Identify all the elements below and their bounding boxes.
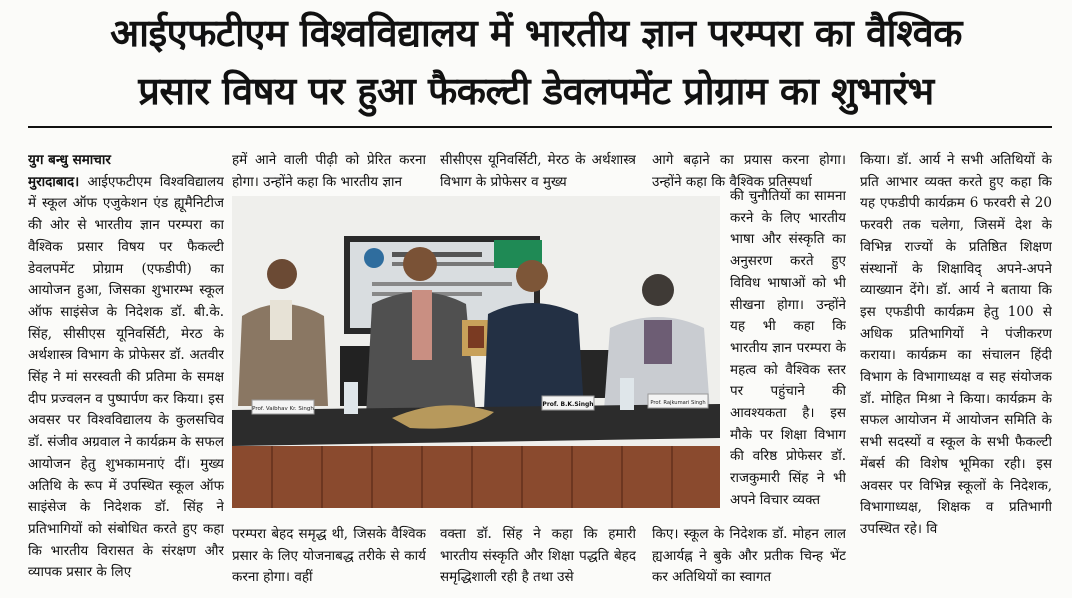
article-column-1	[28, 150, 224, 598]
water-bottle	[620, 378, 634, 410]
table-front	[232, 446, 720, 508]
article-column-3-bottom: वक्ता डॉ. सिंह ने कहा कि हमारी भारतीय संस्कृति और शिक्षा पद्धति बेहद समृद्धिशाली रही है तथा उसे	[440, 526, 636, 586]
headline-line-1: आईएफटीएम विश्वविद्यालय में भारतीय ज्ञान परम्परा का वैश्विक	[110, 11, 962, 55]
water-bottle	[344, 382, 358, 414]
name-card-3	[648, 394, 708, 408]
byline-dateline: मुरादाबाद।	[28, 173, 80, 190]
column-1-text: आईएफटीएम विश्वविद्यालय में स्कूल ऑफ एजुकेशन एंड ह्यूमैनिटीज की ओर से भारतीय ज्ञान परम्परा का वैश्विक प्रसार विषय पर फैकल्टी डेवलपमेंट प्रोग्राम (एफडीपी) का आयोजन हुआ, जिसका शुभारम्भ स्कूल ऑफ साइंसेज के निदेशक डॉ. बी.के. सिंह, सीसीएस यूनिवर्सिटी, मेरठ के अर्थशास्त्र विभाग के प्रोफेसर डॉ. अतवीर सिंह ने मां सरस्वती की प्रतिमा के समक्ष दीप प्रज्वलन व पुष्पार्पण कर किया। इस अवसर पर विश्वविद्यालय के कुलसचिव डॉ. संजीव अग्रवाल ने कार्यक्रम के सफल आयोजन हेतु शुभकामनाएं दीं। मुख्य अतिथि के रूप में उपस्थित स्कूल ऑफ साइंसेज के निदेशक डॉ. सिंह ने प्रतिभागियों को संबोधित करते हुए कहा कि भारतीय विरासत के संरक्षण और व्यापक प्रसार के लिए	[28, 173, 224, 581]
event-photo	[232, 196, 720, 508]
headline	[0, 4, 1072, 120]
university-logo-icon	[364, 248, 384, 268]
name-card-2	[542, 396, 594, 410]
article-column-2-top: हमें आने वाली पीढ़ी को प्रेरित करना होगा। उन्होंने कहा कि भारतीय ज्ञान	[232, 152, 426, 190]
article-column-3-top: सीसीएस यूनिवर्सिटी, मेरठ के अर्थशास्त्र विभाग के प्रोफेसर व मुख्य	[440, 152, 636, 190]
byline-agency: युग बन्धु समाचार	[28, 152, 111, 168]
article-column-4-top: आगे बढ़ाने का प्रयास करना होगा। उन्होंने कहा कि वैश्विक प्रतिस्पर्धा	[652, 152, 846, 190]
headline-divider	[28, 126, 1052, 128]
svg-text:Prof. Rajkumari Singh: Prof. Rajkumari Singh	[650, 400, 706, 406]
article-column-2-bottom: परम्परा बेहद समृद्ध थी, जिसके वैश्विक प्रसार के लिए योजनाबद्ध तरीके से कार्य करना होगा। वहीं	[232, 526, 426, 586]
article-column-4-middle: की चुनौतियों का सामना करने के लिए भारतीय भाषा और संस्कृति का अनुसरण करते हुए विविध भाषाओं को भी सीखना होगा। उन्होंने यह भी कहा कि भारतीय ज्ञान परम्परा के महत्व को वैश्विक स्तर पर पहुंचाने की आवश्यकता है। इस मौके पर शिक्षा विभाग की वरिष्ठ प्रोफेसर डॉ. राजकुमारी सिंह ने भी अपने विचार व्यक्त	[730, 188, 846, 508]
name-card-1	[252, 400, 314, 414]
article-column-5: किया। डॉ. आर्य ने सभी अतिथियों के प्रति आभार व्यक्त करते हुए कहा कि यह एफडीपी कार्यक्रम 6 फरवरी से 20 फरवरी तक चलेगा, जिसमें देश के विभिन्न राज्यों के प्रतिष्ठित शिक्षण संस्थानों के शिक्षाविद् अपने-अपने व्याख्यान देंगे। डॉ. आर्य ने बताया कि इस एफडीपी कार्यक्रम हेतु 100 से अधिक प्रतिभागियों ने पंजीकरण कराया। कार्यक्रम का संचालन हिंदी विभाग के विभागाध्यक्ष व सह संयोजक डॉ. मोहित मिश्रा ने किया। कार्यक्रम के सफल आयोजन में आयोजन समिति के सभी सदस्यों व स्कूल के सभी फैकल्टी मेंबर्स की विशेष भूमिका रही। इस अवसर पर विभिन्न स्कूलों के निदेशक, विभागाध्यक्ष, शिक्षक व प्रतिभागी उपस्थित रहे। वि	[860, 152, 1052, 537]
headline-line-2: प्रसार विषय पर हुआ फैकल्टी डेवलपमेंट प्रोग्राम का शुभारंभ	[138, 69, 934, 113]
svg-text:Prof. B.K.Singh: Prof. B.K.Singh	[542, 401, 594, 408]
svg-text:Prof. Vaibhav Kr. Singh: Prof. Vaibhav Kr. Singh	[252, 406, 314, 412]
event-photo-illustration	[232, 196, 720, 508]
article-column-4-bottom: किए। स्कूल के निदेशक डॉ. मोहन लाल ह्यआर्यह्न ने बुके और प्रतीक चिन्ह भेंट कर अतिथियों का स्वागत	[652, 526, 846, 586]
